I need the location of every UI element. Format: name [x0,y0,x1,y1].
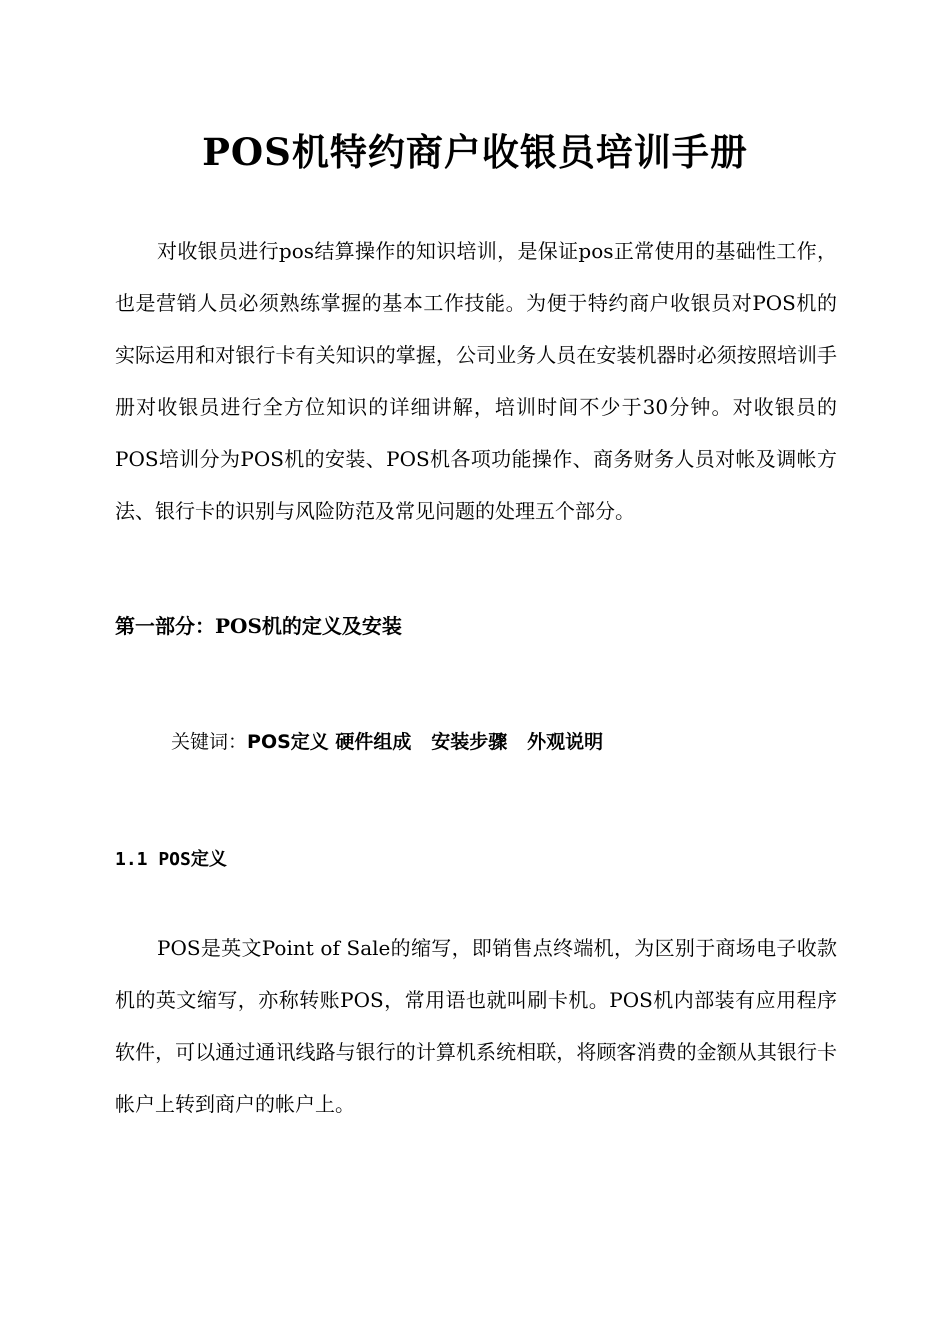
keywords-line [171,722,603,762]
subsection-heading: 1.1 POS定义 [115,849,227,870]
subsection-paragraph: POS是英文Point of Sale的缩写，即销售点终端机，为区别于商场电子收款机的英文缩写，亦称转账POS，常用语也就叫刷卡机。POS机内部装有应用程序软件，可以通过通讯线路与银行的计算机系统相联，将顾客消费的金额从其银行卡帐户上转到商户的帐户上。 [115,936,837,1116]
keywords-terms: POS定义 硬件组成 安装步骤 外观说明 [247,731,604,753]
document-title: POS机特约商户收银员培训手册 [202,130,748,174]
intro-paragraph: 对收银员进行pos结算操作的知识培训，是保证pos正常使用的基础性工作，也是营销人员必须熟练掌握的基本工作技能。为便于特约商户收银员对POS机的实际运用和对银行卡有关知识的掌握，公司业务人员在安装机器时必须按照培训手册对收银员进行全方位知识的详细讲解，培训时间不少于30分钟。对收银员的POS培训分为POS机的安装、POS机各项功能操作、商务财务人员对帐及调帐方法、银行卡的识别与风险防范及常见问题的处理五个部分。 [115,239,837,523]
section-heading: 第一部分：POS机的定义及安装 [115,614,402,638]
keywords-label: 关键词： [171,731,248,753]
